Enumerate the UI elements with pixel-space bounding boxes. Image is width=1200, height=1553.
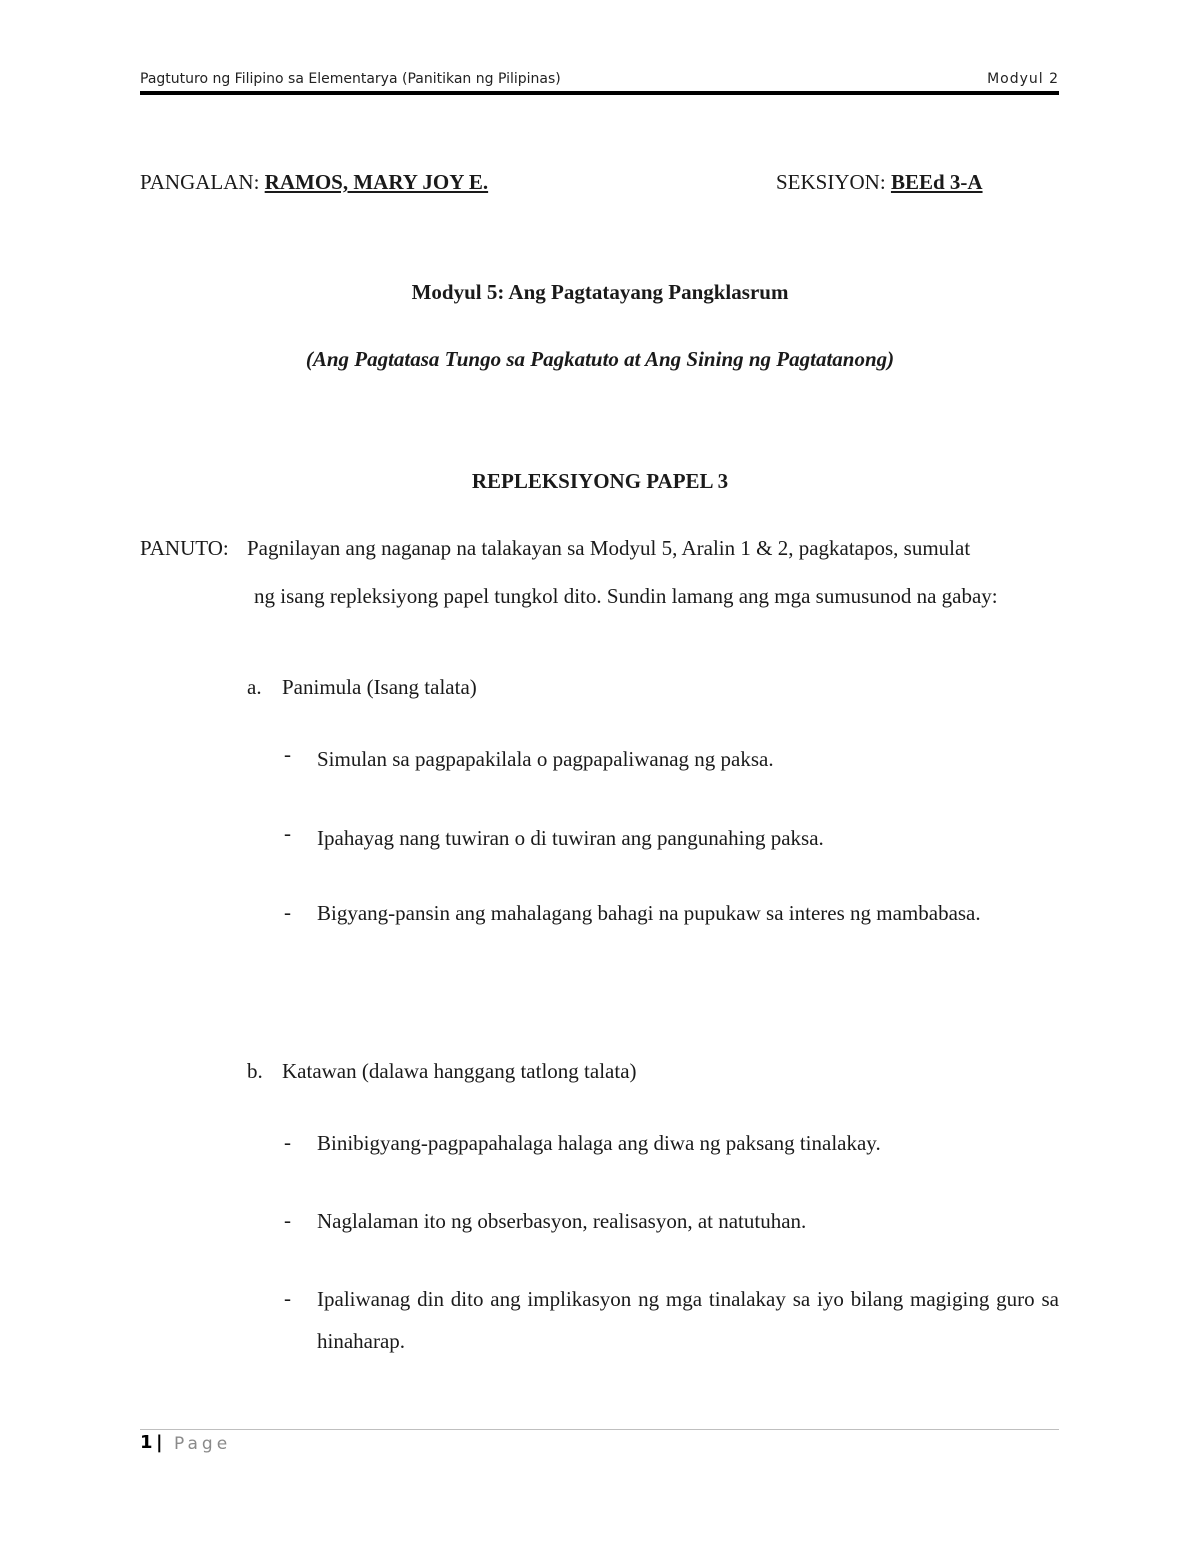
section-value: BEEd 3-A — [890, 170, 983, 194]
bullet-marker: - — [284, 1286, 291, 1310]
section-b-letter: b. — [247, 1059, 263, 1083]
header-rule — [140, 91, 1059, 95]
bullet-marker: - — [284, 1208, 291, 1232]
student-section-line — [776, 170, 983, 195]
module-subtitle: (Ang Pagtatasa Tungo sa Pagkatuto at Ang Sining ng Pagtatanong) — [305, 347, 895, 371]
section-b-bullet-1: Binibigyang-pagpapahalaga halaga ang diwa ng paksang tinalakay. — [317, 1131, 881, 1155]
header-module: Modyul 2 — [987, 71, 1059, 87]
bullet-marker: - — [284, 900, 291, 924]
section-a-bullet-2: Ipahayag nang tuwiran o di tuwiran ang pangunahing paksa. — [317, 826, 824, 850]
section-label: SEKSIYON: — [776, 170, 886, 194]
module-title: Modyul 5: Ang Pagtatayang Pangklasrum — [411, 280, 789, 304]
panuto-first-line: Pagnilayan ang naganap na talakayan sa Modyul 5, Aralin 1 & 2, pagkatapos, sumulat — [247, 536, 971, 560]
footer-page-number: 1 — [140, 1432, 153, 1453]
section-a-bullet-3: Bigyang-pansin ang mahalagang bahagi na pupukaw sa interes ng mambabasa. — [317, 901, 981, 925]
section-a-letter: a. — [247, 675, 262, 699]
paper-title: REPLEKSIYONG PAPEL 3 — [471, 469, 729, 493]
bullet-marker: - — [284, 1130, 291, 1154]
panuto-text: ng isang repleksiyong papel tungkol dito. Sundin lamang ang mga sumusunod na gabay: — [254, 584, 998, 608]
name-value: RAMOS, MARY JOY E. — [264, 170, 489, 194]
panuto-label: PANUTO: — [140, 536, 229, 560]
footer-separator: | — [156, 1432, 163, 1453]
student-name-line — [140, 170, 488, 195]
section-b-heading: Katawan (dalawa hanggang tatlong talata) — [282, 1059, 637, 1083]
header-title: Pagtuturo ng Filipino sa Elementarya (Panitikan ng Pilipinas) — [140, 71, 561, 87]
name-label: PANGALAN: — [140, 170, 260, 194]
bullet-marker: - — [284, 742, 291, 766]
section-a-bullet-1: Simulan sa pagpapakilala o pagpapaliwanag ng paksa. — [317, 747, 774, 771]
footer-page-label: Page — [174, 1434, 232, 1454]
section-b-bullet-2: Naglalaman ito ng obserbasyon, realisasyon, at natutuhan. — [317, 1209, 807, 1233]
footer-rule — [140, 1429, 1059, 1430]
section-a-heading: Panimula (Isang talata) — [282, 675, 477, 699]
bullet-marker: - — [284, 821, 291, 845]
section-b-bullet-3: Ipaliwanag din dito ang implikasyon ng mga tinalakay sa iyo bilang magiging guro sa hinaharap. — [317, 1287, 1059, 1353]
